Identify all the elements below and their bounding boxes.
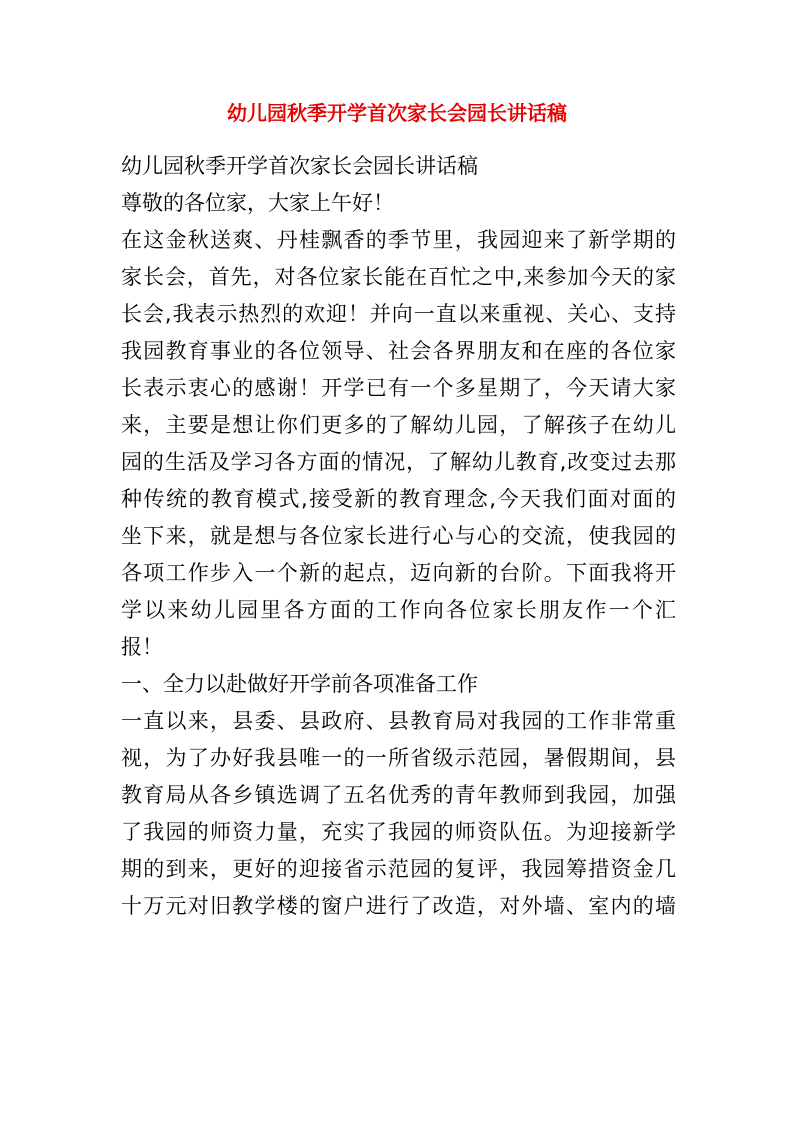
paragraph-line: 各项工作步入一个新的起点，迈向新的台阶。下面我将开 [121,561,676,585]
paragraph-line: 了我园的师资力量，充实了我园的师资队伍。为迎接新学 [121,820,676,844]
greeting-line: 尊敬的各位家，大家上午好！ [121,191,394,215]
document-body [121,148,676,925]
paragraph-line: 一直以来，县委、县政府、县教育局对我园的工作非常重 [121,709,676,733]
document-title: 幼儿园秋季开学首次家长会园长讲话稿 [227,101,567,125]
paragraph-line: 期的到来，更好的迎接省示范园的复评，我园筹措资金几 [121,857,676,881]
paragraph-line: 种传统的教育模式,接受新的教育理念,今天我们面对面的 [121,487,676,511]
paragraph-line: 学以来幼儿园里各方面的工作向各位家长朋友作一个汇 [121,598,676,622]
paragraph-line: 十万元对旧教学楼的窗户进行了改造，对外墙、室内的墙 [121,894,676,918]
paragraph-line: 教育局从各乡镇选调了五名优秀的青年教师到我园，加强 [121,783,676,807]
section-heading: 一、全力以赴做好开学前各项准备工作 [121,672,478,696]
paragraph-line: 坐下来，就是想与各位家长进行心与心的交流，使我园的 [121,524,676,548]
paragraph-line: 在这金秋送爽、丹桂飘香的季节里，我园迎来了新学期的 [121,228,676,252]
paragraph-line: 长表示衷心的感谢！开学已有一个多星期了，今天请大家 [121,376,676,400]
subtitle-line: 幼儿园秋季开学首次家长会园长讲话稿 [121,154,478,178]
paragraph-line: 来，主要是想让你们更多的了解幼儿园，了解孩子在幼儿 [121,413,676,437]
paragraph-line: 报！ [121,635,163,659]
paragraph-line: 家长会，首先，对各位家长能在百忙之中,来参加今天的家 [121,265,676,289]
paragraph-line: 我园教育事业的各位领导、社会各界朋友和在座的各位家 [121,339,676,363]
paragraph-line: 视，为了办好我县唯一的一所省级示范园，暑假期间，县 [121,746,676,770]
paragraph-line: 园的生活及学习各方面的情况，了解幼儿教育,改变过去那 [121,450,676,474]
paragraph-line: 长会,我表示热烈的欢迎！并向一直以来重视、关心、支持 [121,302,676,326]
